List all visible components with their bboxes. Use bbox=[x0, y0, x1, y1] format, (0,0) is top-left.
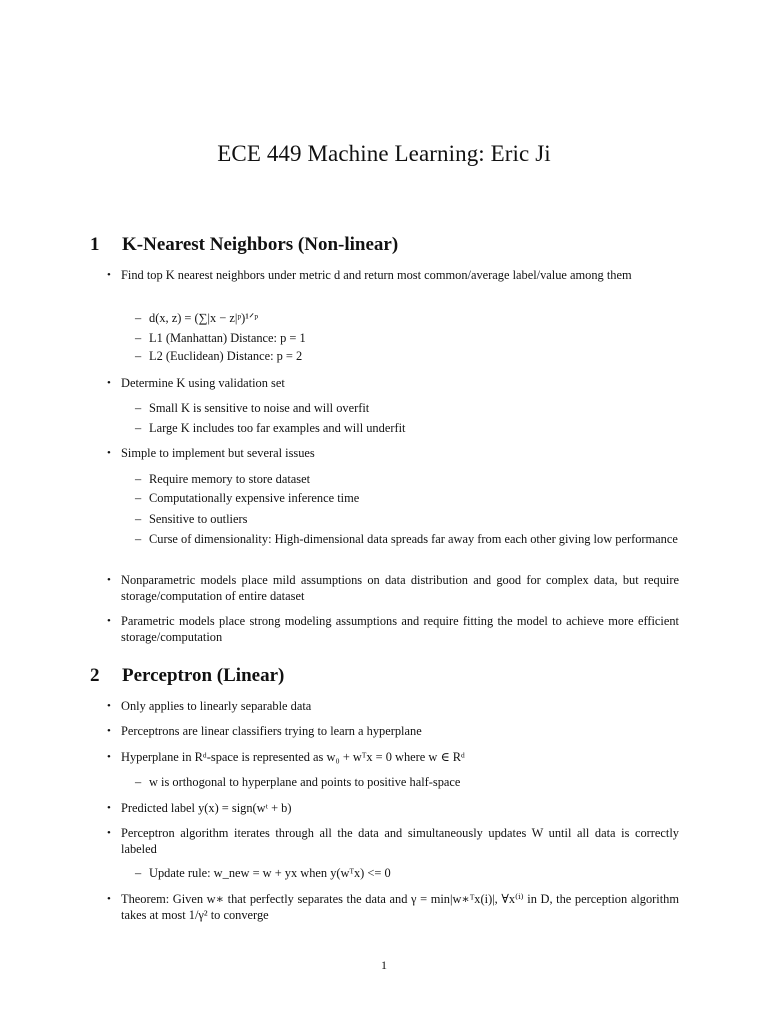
bullet-marker: • bbox=[107, 615, 111, 627]
sub-list-item bbox=[135, 310, 679, 326]
bullet-marker: • bbox=[107, 269, 111, 281]
bullet-marker: • bbox=[107, 574, 111, 586]
list-item bbox=[107, 445, 679, 461]
sub-list-item bbox=[135, 865, 679, 881]
sub-list-item-text: L1 (Manhattan) Distance: p = 1 bbox=[149, 331, 306, 345]
section-heading-1 bbox=[90, 234, 398, 256]
list-item bbox=[107, 891, 679, 923]
list-item-text: Theorem: Given w∗ that perfectly separates the data and γ = min|w∗ᵀx(i)|, ∀x⁽ⁱ⁾ in D, the perception algorithm takes at most 1/γ² to converge bbox=[121, 892, 679, 922]
list-item-text: Predicted label y(x) = sign(wᵗ + b) bbox=[121, 801, 292, 815]
section-title: K-Nearest Neighbors (Non-linear) bbox=[122, 234, 399, 255]
list-item-text: Nonparametric models place mild assumptions on data distribution and good for complex data, but require storage/computation of entire dataset bbox=[121, 573, 679, 603]
section-number: 2 bbox=[90, 665, 100, 686]
list-item-text: Perceptron algorithm iterates through all the data and simultaneously updates W until all data is correctly labeled bbox=[121, 826, 679, 856]
bullet-marker: • bbox=[107, 751, 111, 763]
dash-marker: – bbox=[135, 311, 142, 325]
list-item-text: Only applies to linearly separable data bbox=[121, 699, 312, 713]
sub-list-item bbox=[135, 471, 679, 487]
sub-list-item-text: Small K is sensitive to noise and will overfit bbox=[149, 401, 370, 415]
list-item bbox=[107, 375, 679, 391]
sub-list-item bbox=[135, 330, 679, 346]
bullet-marker: • bbox=[107, 377, 111, 389]
dash-marker: – bbox=[135, 491, 142, 505]
dash-marker: – bbox=[135, 775, 142, 789]
list-item bbox=[107, 723, 679, 739]
bullet-marker: • bbox=[107, 700, 111, 712]
bullet-marker: • bbox=[107, 802, 111, 814]
document-title: ECE 449 Machine Learning: Eric Ji bbox=[217, 141, 551, 166]
sub-list-item-text: Computationally expensive inference time bbox=[149, 491, 360, 505]
sub-list-item bbox=[135, 774, 679, 790]
sub-list-item-text: Require memory to store dataset bbox=[149, 472, 311, 486]
sub-list-item bbox=[135, 400, 679, 416]
sub-list-item-text: d(x, z) = (∑|x − z|ᵖ)¹ᐟᵖ bbox=[149, 311, 259, 325]
sub-list-item bbox=[135, 490, 679, 506]
list-item bbox=[107, 572, 679, 604]
dash-marker: – bbox=[135, 349, 142, 363]
list-item-text: Parametric models place strong modeling assumptions and require fitting the model to achieve more efficient storage/computation bbox=[121, 614, 679, 644]
dash-marker: – bbox=[135, 472, 142, 486]
section-number: 1 bbox=[90, 234, 100, 255]
sub-list-item bbox=[135, 348, 679, 364]
list-item-text: Determine K using validation set bbox=[121, 376, 285, 390]
list-item bbox=[107, 825, 679, 857]
sub-list-item-text: Update rule: w_new = w + yx when y(wᵀx) <= 0 bbox=[149, 866, 391, 880]
dash-marker: – bbox=[135, 421, 142, 435]
list-item-text: Find top K nearest neighbors under metric d and return most common/average label/value among them bbox=[121, 268, 632, 282]
section-title: Perceptron (Linear) bbox=[122, 665, 285, 686]
sub-list-item-text: L2 (Euclidean) Distance: p = 2 bbox=[149, 349, 303, 363]
sub-list-item-text: Large K includes too far examples and will underfit bbox=[149, 421, 406, 435]
section-heading-2 bbox=[90, 665, 284, 687]
list-item bbox=[107, 698, 679, 714]
bullet-marker: • bbox=[107, 725, 111, 737]
dash-marker: – bbox=[135, 331, 142, 345]
dash-marker: – bbox=[135, 401, 142, 415]
sub-list-item-text: Curse of dimensionality: High-dimensional data spreads far away from each other giving low performance bbox=[149, 532, 678, 546]
sub-list-item bbox=[135, 531, 679, 547]
list-item-text: Perceptrons are linear classifiers trying to learn a hyperplane bbox=[121, 724, 422, 738]
sub-list-item bbox=[135, 511, 679, 527]
list-item-text: Simple to implement but several issues bbox=[121, 446, 315, 460]
sub-list-item bbox=[135, 420, 679, 436]
list-item bbox=[107, 800, 679, 816]
dash-marker: – bbox=[135, 532, 142, 546]
sub-list-item-text: w is orthogonal to hyperplane and points to positive half-space bbox=[149, 775, 461, 789]
list-item-text: Hyperplane in Rᵈ-space is represented as w₀ + wᵀx = 0 where w ∈ Rᵈ bbox=[121, 750, 465, 764]
bullet-marker: • bbox=[107, 893, 111, 905]
dash-marker: – bbox=[135, 512, 142, 526]
page-number: 1 bbox=[381, 958, 387, 972]
bullet-marker: • bbox=[107, 827, 111, 839]
bullet-marker: • bbox=[107, 447, 111, 459]
list-item bbox=[107, 749, 679, 765]
dash-marker: – bbox=[135, 866, 142, 880]
list-item bbox=[107, 613, 679, 645]
sub-list-item-text: Sensitive to outliers bbox=[149, 512, 248, 526]
list-item bbox=[107, 267, 679, 283]
